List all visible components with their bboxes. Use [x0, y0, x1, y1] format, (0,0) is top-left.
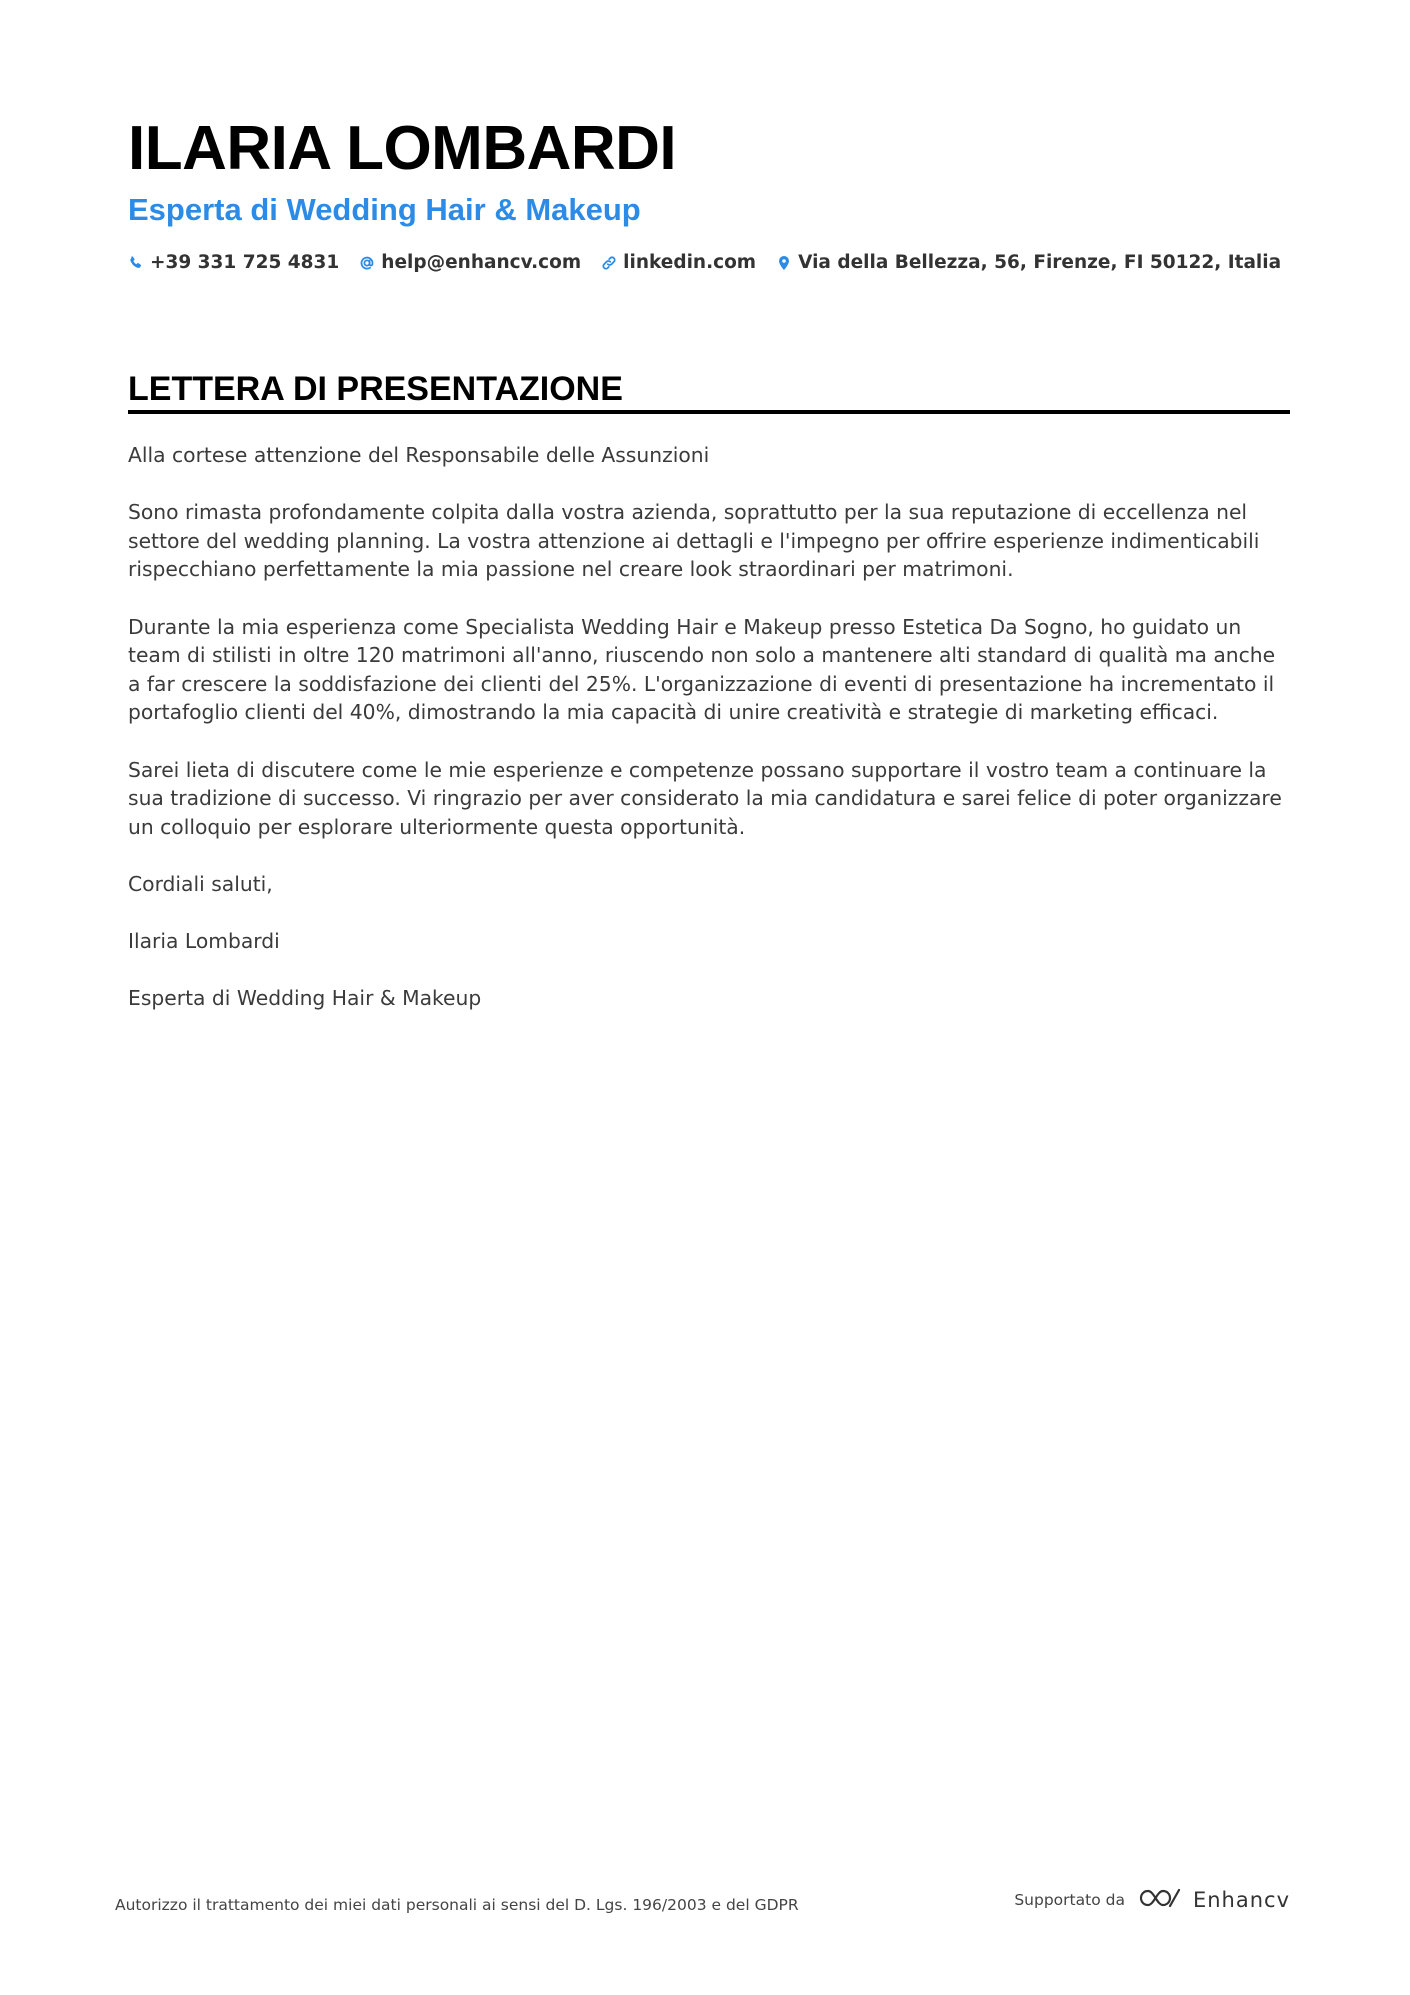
contact-email[interactable] [359, 252, 581, 273]
candidate-role: Esperta di Wedding Hair & Makeup [128, 192, 641, 227]
enhancv-brand [1137, 1886, 1290, 1914]
letter-paragraph-1: Sono rimasta profondamente colpita dalla vostra azienda, soprattutto per la sua reputazione di eccellenza nel settore del wedding planning. La vostra attenzione ai dettagli e l'impegno per offrire esperienze indimenticabili rispecchiano perfettamente la mia passione nel creare look straordinari per matrimoni. [128, 500, 1260, 582]
section-title: LETTERA DI PRESENTAZIONE [128, 370, 623, 408]
contact-address [776, 252, 1281, 273]
contact-phone[interactable] [128, 252, 339, 273]
phone-text: +39 331 725 4831 [150, 252, 340, 273]
powered-by-label: Supportato da [1014, 1891, 1125, 1909]
phone-icon [128, 255, 144, 271]
letter-closing: Cordiali saluti, [128, 871, 273, 896]
contact-bar [128, 252, 1281, 273]
letter-paragraph-2: Durante la mia esperienza come Specialista Wedding Hair e Makeup presso Estetica Da Sogno, ho guidato un team di stilisti in oltre 120 matrimoni all'anno, riuscendo non solo a mantenere alti standard di qualità ma anche a far crescere la soddisfazione dei clienti del 25%. L'organizzazione di eventi di presentazione ha incrementato il portafoglio clienti del 40%, dimostrando la mia capacità di unire creatività e strategie di marketing efficaci. [128, 614, 1276, 725]
linkedin-text: linkedin.com [623, 252, 757, 273]
privacy-consent: Autorizzo il trattamento dei miei dati personali ai sensi del D. Lgs. 196/2003 e del GDPR [115, 1896, 799, 1914]
letter-salutation: Alla cortese attenzione del Responsabile delle Assunzioni [128, 443, 710, 467]
letter-paragraph-3: Sarei lieta di discutere come le mie esperienze e competenze possano supportare il vostro team a continuare la sua tradizione di successo. Vi ringrazio per aver considerato la mia candidatura e sarei felice di poter organizzare un colloquio per esplorare ulteriormente questa opportunità. [128, 757, 1282, 839]
section-divider [128, 410, 1290, 414]
location-pin-icon [776, 255, 792, 271]
enhancv-brand-name: Enhancv [1192, 1888, 1290, 1912]
email-text: help@enhancv.com [381, 252, 582, 273]
powered-by[interactable] [1014, 1886, 1290, 1914]
at-icon [359, 255, 375, 271]
address-text: Via della Bellezza, 56, Firenze, FI 50122, Italia [798, 252, 1282, 273]
contact-linkedin[interactable] [601, 252, 756, 273]
letter-body [128, 441, 1290, 1041]
candidate-name: ILARIA LOMBARDI [128, 114, 677, 183]
link-icon [601, 255, 617, 271]
signature-name: Ilaria Lombardi [128, 929, 280, 954]
signature-role: Esperta di Wedding Hair & Makeup [128, 986, 482, 1011]
enhancv-logo-icon [1137, 1886, 1183, 1914]
